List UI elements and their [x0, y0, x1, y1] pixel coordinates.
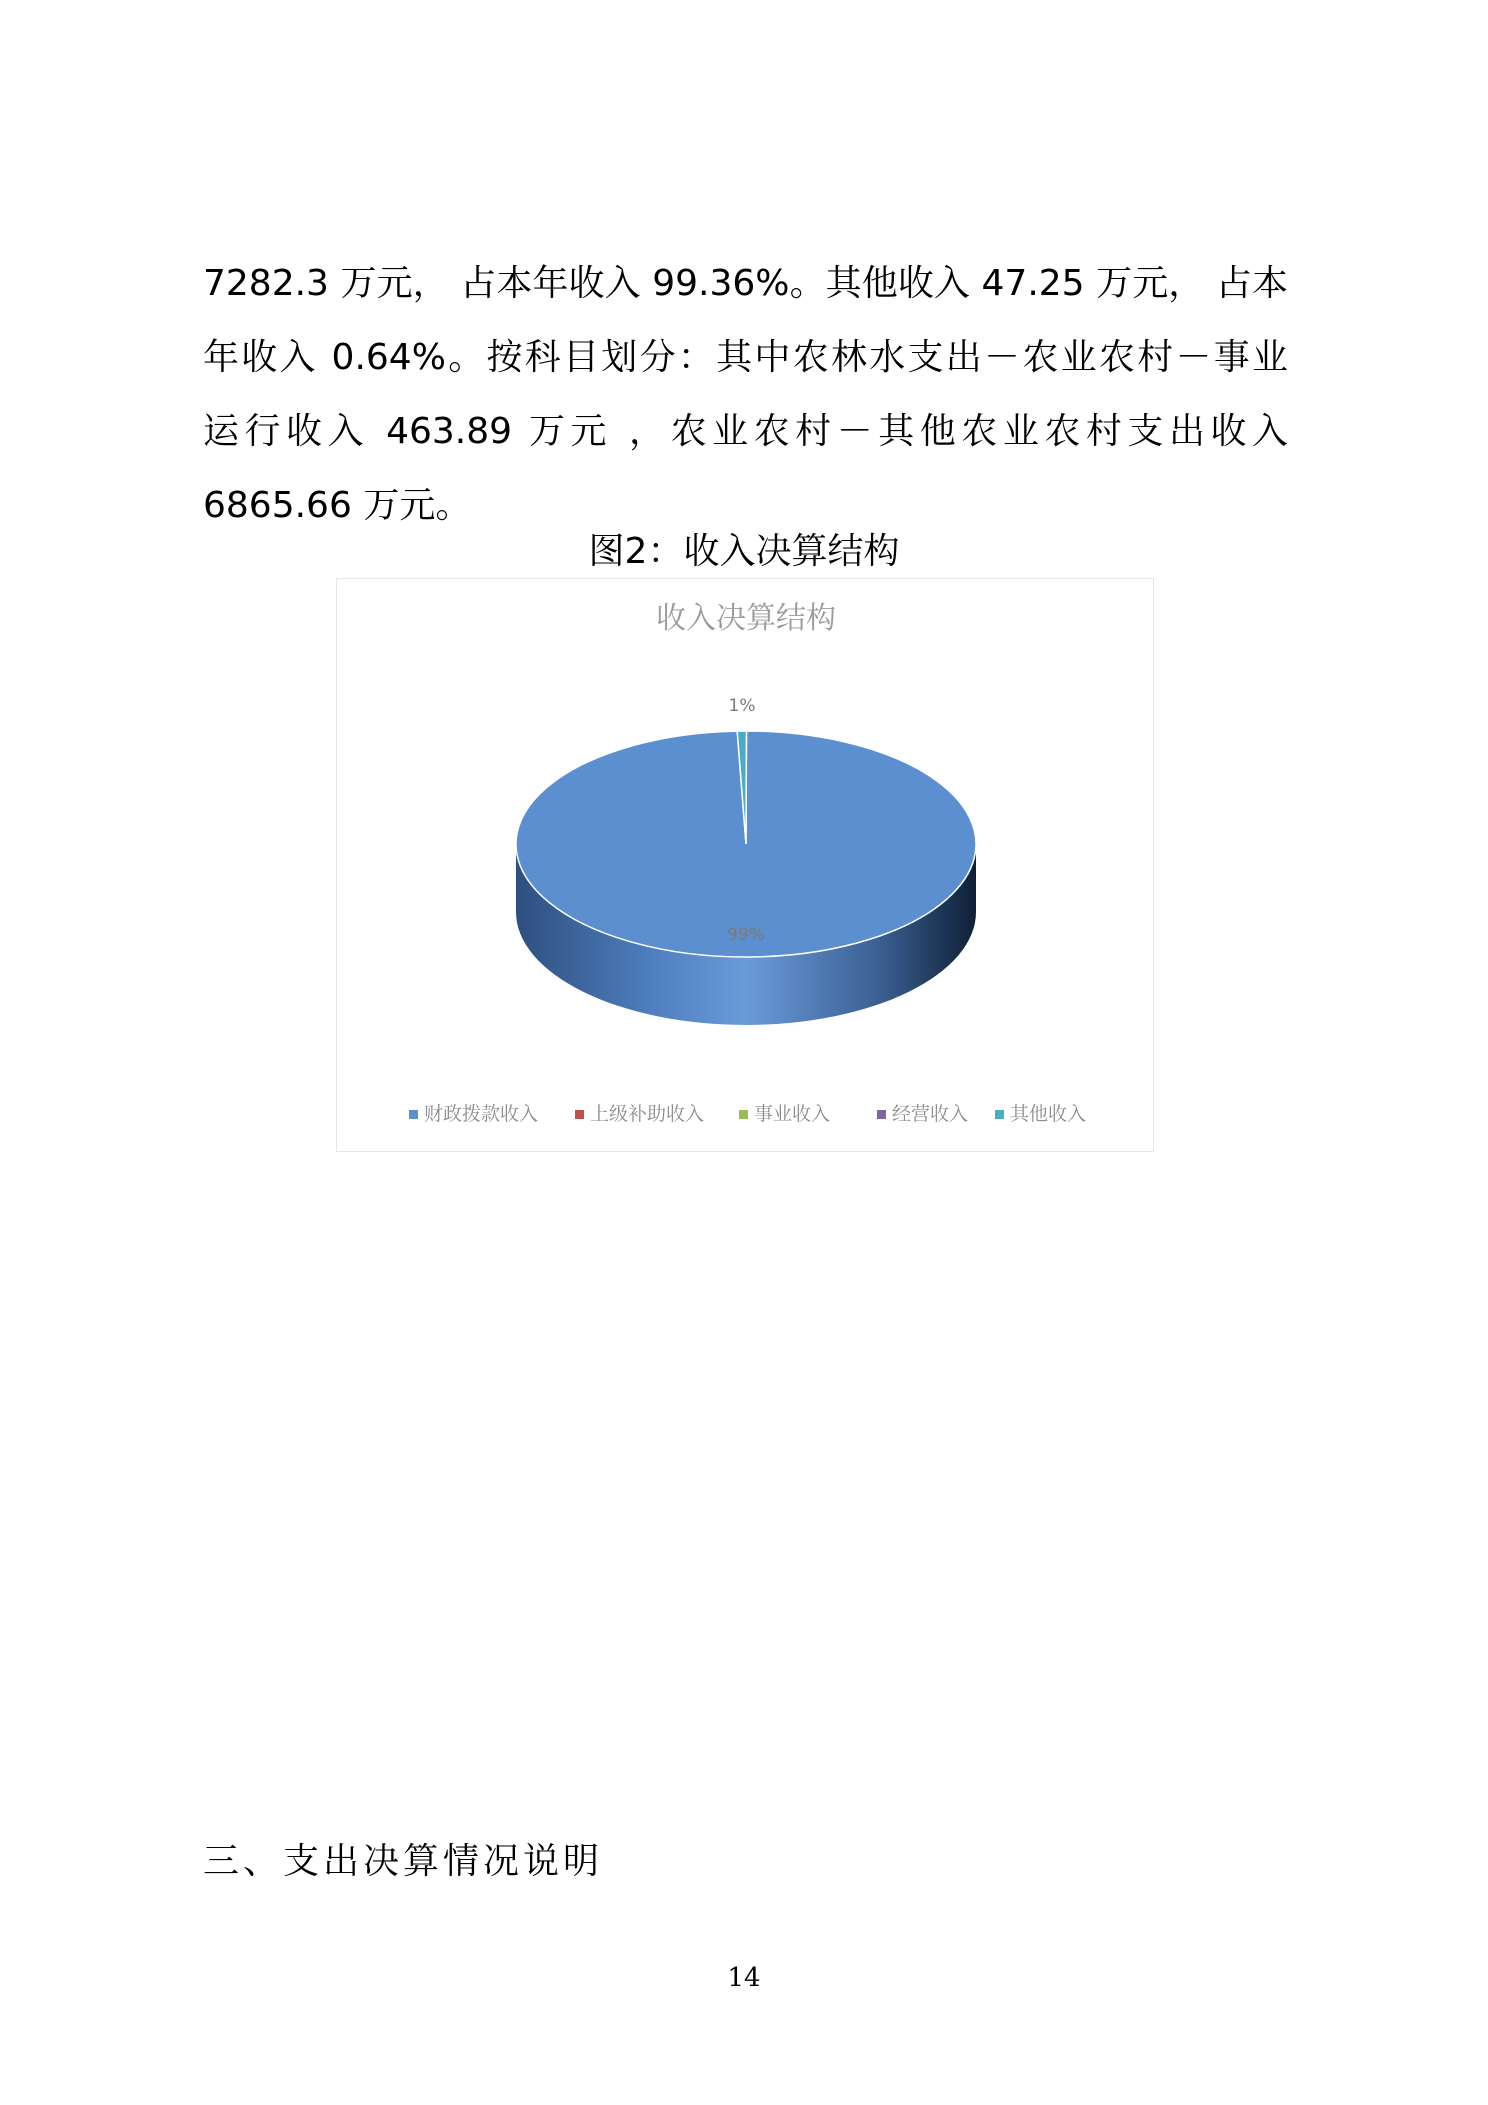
paragraph-line-2: 年收入 0.64%。按科目划分：其中农林水支出－农业农村－事业	[203, 337, 1288, 378]
paragraph-line-3: 运行收入 463.89 万元 ，农业农村－其他农业农村支出收入	[203, 411, 1288, 452]
legend-swatch	[409, 1110, 418, 1119]
legend-swatch	[995, 1110, 1004, 1119]
data-label-main: 99%	[727, 925, 765, 945]
legend-label: 财政拨款收入	[424, 1103, 539, 1125]
legend-item	[739, 1103, 830, 1125]
figure-caption: 图2：收入决算结构	[588, 531, 900, 572]
legend-swatch	[739, 1110, 748, 1119]
legend-item	[575, 1103, 704, 1125]
legend-item	[995, 1103, 1086, 1125]
chart-legend	[409, 1103, 1086, 1125]
legend-item	[409, 1103, 538, 1125]
paragraph-line-1: 7282.3 万元， 占本年收入 99.36%。其他收入 47.25 万元， 占本	[203, 263, 1288, 304]
data-label-other: 1%	[728, 696, 756, 716]
legend-label: 其他收入	[1010, 1103, 1087, 1125]
legend-label: 经营收入	[892, 1103, 969, 1125]
page-number: 14	[727, 1963, 761, 1993]
income-structure-chart	[336, 578, 1154, 1152]
legend-item	[877, 1103, 968, 1125]
pie-chart-svg	[337, 579, 1155, 1153]
legend-label: 上级补助收入	[590, 1103, 705, 1125]
legend-swatch	[877, 1110, 886, 1119]
legend-label: 事业收入	[754, 1103, 831, 1125]
legend-swatch	[575, 1110, 584, 1119]
chart-title: 收入决算结构	[656, 601, 836, 636]
section-heading: 三、支出决算情况说明	[203, 1841, 604, 1882]
pie-group	[516, 731, 976, 1025]
paragraph-line-4: 6865.66 万元。	[203, 485, 472, 526]
